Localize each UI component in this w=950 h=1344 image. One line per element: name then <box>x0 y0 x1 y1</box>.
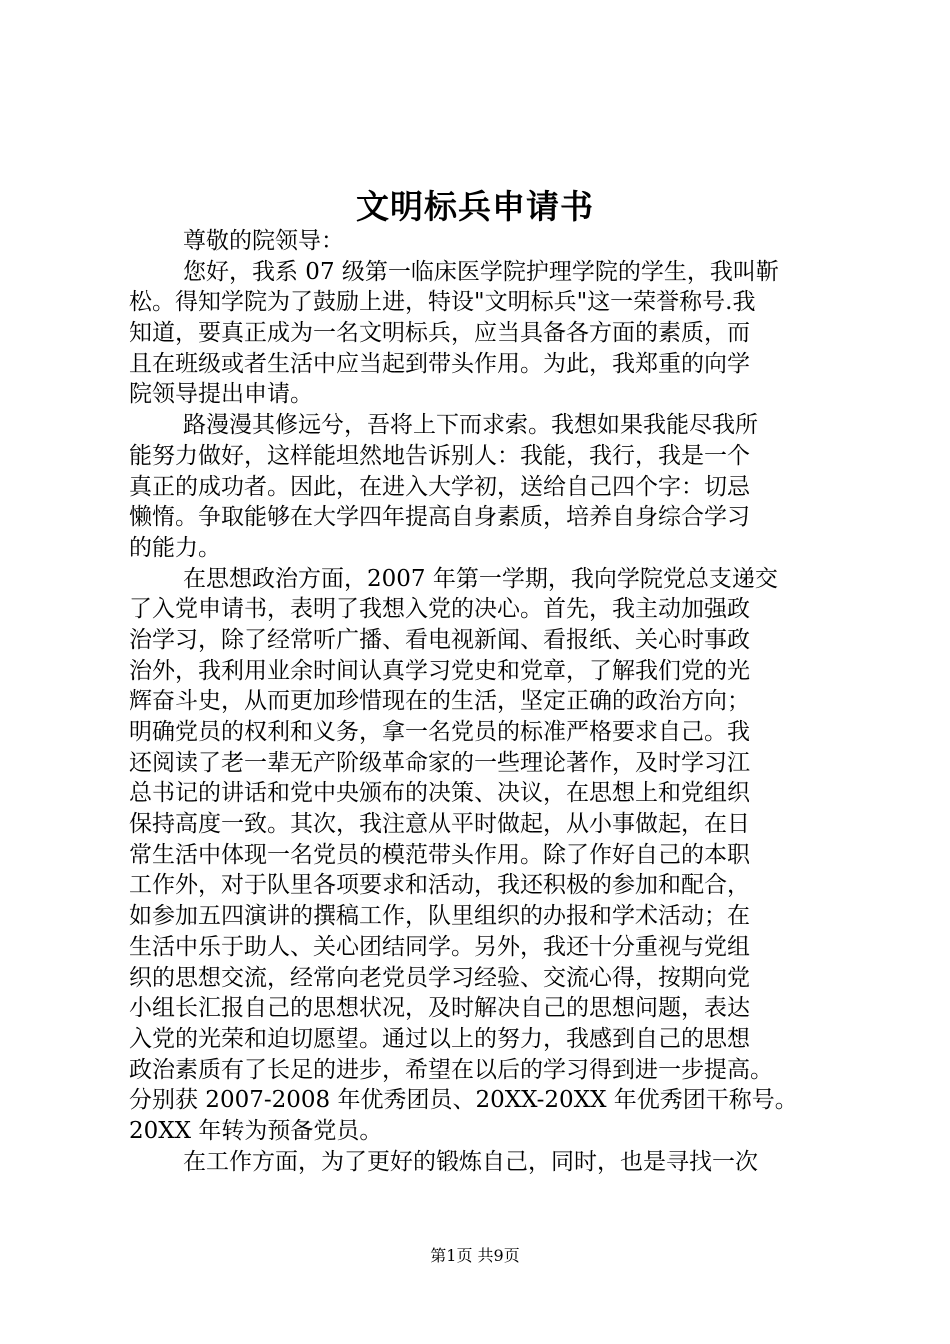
document-title: 文明标兵申请书 <box>356 187 594 226</box>
body-line: 分别获 2007-2008 年优秀团员、20XX-20XX 年优秀团干称号。 <box>129 1087 798 1114</box>
document-body <box>129 226 841 1177</box>
body-line: 辉奋斗史，从而更加珍惜现在的生活，坚定正确的政治方向； <box>129 688 750 715</box>
body-line: 且在班级或者生活中应当起到带头作用。为此，我郑重的向学 <box>129 350 750 377</box>
body-line: 在思想政治方面，2007 年第一学期，我向学院党总支递交 <box>183 565 778 592</box>
body-line: 织的思想交流，经常向老党员学习经验、交流心得，按期向党 <box>129 964 750 991</box>
body-line: 您好，我系 07 级第一临床医学院护理学院的学生，我叫靳 <box>183 258 779 285</box>
body-line: 保持高度一致。其次，我注意从平时做起，从小事做起，在日 <box>129 811 750 838</box>
body-line: 的能力。 <box>129 534 221 561</box>
body-line: 懒惰。争取能够在大学四年提高自身素质，培养自身综合学习 <box>129 504 750 531</box>
body-line: 尊敬的院领导： <box>183 228 344 254</box>
body-line: 工作外，对于队里各项要求和活动，我还积极的参加和配合， <box>129 872 750 899</box>
body-line: 生活中乐于助人、关心团结同学。另外，我还十分重视与党组 <box>129 933 750 960</box>
body-line: 院领导提出申请。 <box>129 381 313 408</box>
body-line: 治学习，除了经常听广播、看电视新闻、看报纸、关心时事政 <box>129 626 750 653</box>
body-line: 知道，要真正成为一名文明标兵，应当具备各方面的素质，而 <box>129 320 750 347</box>
body-line: 路漫漫其修远兮，吾将上下而求索。我想如果我能尽我所 <box>183 412 758 439</box>
page-number-footer: 第1页 共9页 <box>430 1246 520 1265</box>
body-line: 了入党申请书，表明了我想入党的决心。首先，我主动加强政 <box>129 596 750 623</box>
body-line: 在工作方面，为了更好的锻炼自己，同时，也是寻找一次 <box>183 1148 758 1175</box>
body-line: 还阅读了老一辈无产阶级革命家的一些理论著作，及时学习江 <box>129 749 750 776</box>
body-line: 政治素质有了长足的进步，希望在以后的学习得到进一步提高。 <box>129 1056 773 1083</box>
body-line: 入党的光荣和迫切愿望。通过以上的努力，我感到自己的思想 <box>129 1025 750 1052</box>
body-line: 20XX 年转为预备党员。 <box>129 1117 383 1144</box>
body-line: 真正的成功者。因此，在进入大学初，送给自己四个字：切忌 <box>129 473 750 500</box>
body-line: 总书记的讲话和党中央颁布的决策、决议，在思想上和党组织 <box>129 780 750 807</box>
body-line: 能努力做好，这样能坦然地告诉别人：我能，我行，我是一个 <box>129 442 750 469</box>
body-line: 常生活中体现一名党员的模范带头作用。除了作好自己的本职 <box>129 841 750 868</box>
body-line: 明确党员的权利和义务，拿一名党员的标准严格要求自己。我 <box>129 719 750 745</box>
body-line: 松。得知学院为了鼓励上进，特设"文明标兵"这一荣誉称号.我 <box>129 289 756 316</box>
body-line: 如参加五四演讲的撰稿工作，队里组织的办报和学术活动；在 <box>129 903 750 930</box>
body-line: 治外，我利用业余时间认真学习党史和党章，了解我们党的光 <box>129 657 750 684</box>
body-line: 小组长汇报自己的思想状况，及时解决自己的思想问题，表达 <box>129 995 750 1022</box>
